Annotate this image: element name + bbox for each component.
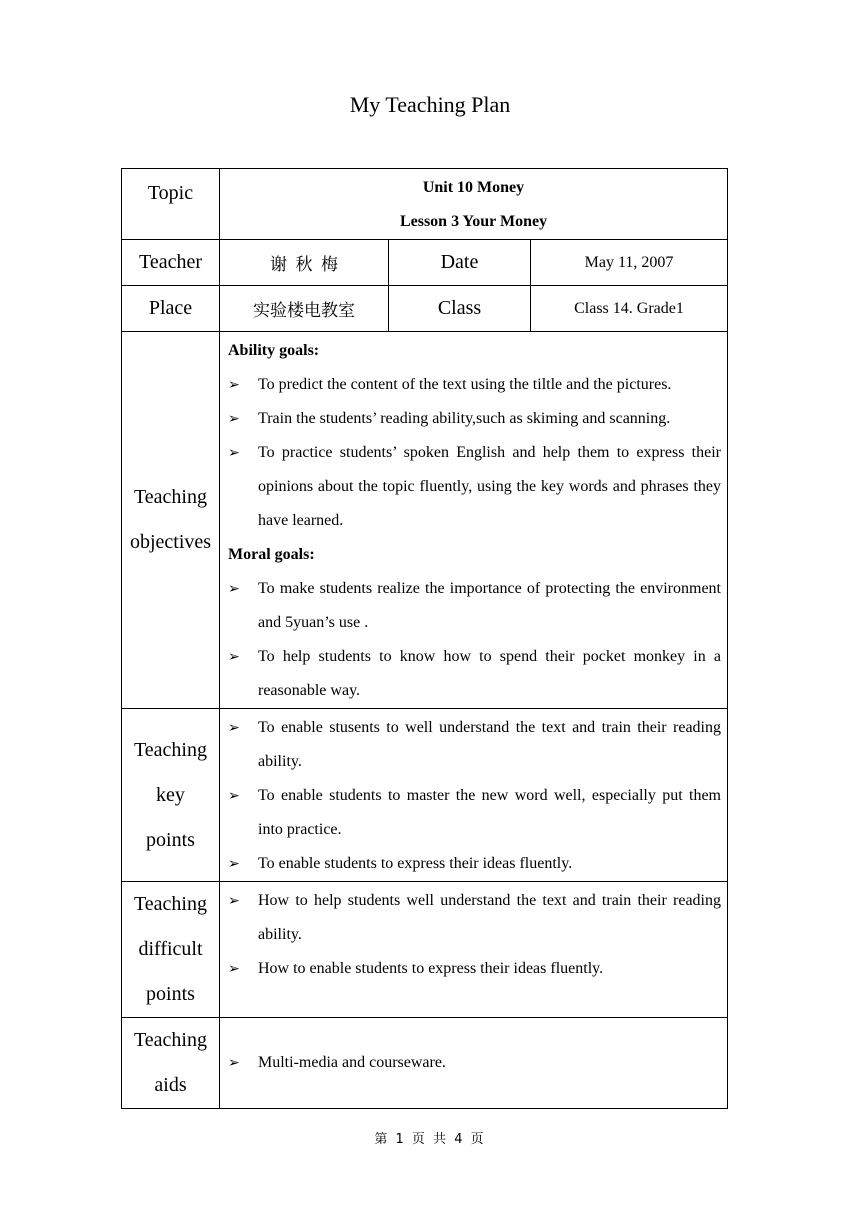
difficult-points-label-line1: Teaching bbox=[133, 893, 207, 915]
aids-label-line2: aids bbox=[154, 1074, 187, 1096]
key-points-label-cell bbox=[122, 709, 220, 882]
list-item: ➢ To enable students to express their ideas fluently. bbox=[228, 847, 721, 881]
aids-list bbox=[228, 1046, 721, 1080]
list-item: ➢ To practice students’ spoken English and help them to express their opinions about the topic fluently, using the key words and phrases they have learned. bbox=[228, 436, 721, 538]
place-value: 实验楼电教室 bbox=[220, 286, 389, 332]
arrow-bullet-icon: ➢ bbox=[228, 1055, 240, 1071]
difficult-points-label-line3: points bbox=[146, 983, 195, 1005]
place-label: Place bbox=[122, 286, 220, 332]
arrow-bullet-icon: ➢ bbox=[228, 961, 240, 977]
topic-label-cell bbox=[122, 169, 220, 240]
list-item: ➢ Train the students’ reading ability,such as skiming and scanning. bbox=[228, 402, 721, 436]
difficult-points-label-line2: difficult bbox=[138, 938, 203, 960]
arrow-bullet-icon: ➢ bbox=[228, 649, 240, 665]
moral-goals-heading: Moral goals: bbox=[228, 546, 315, 563]
date-label: Date bbox=[389, 240, 531, 286]
arrow-bullet-icon: ➢ bbox=[228, 856, 240, 872]
key-points-row bbox=[122, 709, 728, 882]
arrow-bullet-icon: ➢ bbox=[228, 411, 240, 427]
topic-value-cell bbox=[220, 169, 728, 240]
key-points-label-line1: Teaching bbox=[133, 738, 207, 761]
key-points-label-line2: key bbox=[156, 783, 185, 806]
difficult-points-list bbox=[228, 884, 721, 986]
aids-content bbox=[220, 1018, 728, 1109]
arrow-bullet-icon: ➢ bbox=[228, 788, 240, 804]
aids-label-line1: Teaching bbox=[133, 1029, 207, 1051]
moral-goals-list bbox=[228, 572, 721, 708]
aids-row bbox=[122, 1018, 728, 1109]
topic-row bbox=[122, 169, 728, 240]
list-item: ➢ Multi-media and courseware. bbox=[228, 1046, 721, 1080]
topic-lesson: Lesson 3 Your Money bbox=[399, 213, 548, 230]
list-item: ➢ How to help students well understand the text and train their reading ability. bbox=[228, 884, 721, 952]
difficult-points-content bbox=[220, 882, 728, 1018]
list-item: ➢ To predict the content of the text using the tiltle and the pictures. bbox=[228, 368, 721, 402]
list-item: ➢ To enable stusents to well understand the text and train their reading ability. bbox=[228, 711, 721, 779]
class-value: Class 14. Grade1 bbox=[531, 286, 728, 332]
key-points-content bbox=[220, 709, 728, 882]
place-class-row bbox=[122, 286, 728, 332]
key-points-list bbox=[228, 711, 721, 881]
difficult-points-row bbox=[122, 882, 728, 1018]
page-title: My Teaching Plan bbox=[349, 92, 511, 117]
arrow-bullet-icon: ➢ bbox=[228, 720, 240, 736]
arrow-bullet-icon: ➢ bbox=[228, 581, 240, 597]
list-item: ➢ To enable students to master the new word well, especially put them into practice. bbox=[228, 779, 721, 847]
class-label: Class bbox=[389, 286, 531, 332]
difficult-points-label-cell bbox=[122, 882, 220, 1018]
teaching-plan-table bbox=[121, 168, 728, 1109]
objectives-label-line2: objectives bbox=[129, 531, 212, 553]
objectives-label-line1: Teaching bbox=[133, 486, 207, 508]
arrow-bullet-icon: ➢ bbox=[228, 445, 240, 461]
objectives-row bbox=[122, 332, 728, 709]
objectives-content bbox=[220, 332, 728, 709]
list-item: ➢ To make students realize the importance of protecting the environment and 5yuan’s use . bbox=[228, 572, 721, 640]
key-points-label-line3: points bbox=[146, 828, 195, 851]
topic-label: Topic bbox=[147, 182, 194, 204]
objectives-label-cell bbox=[122, 332, 220, 709]
teacher-label: Teacher bbox=[122, 240, 220, 286]
aids-label-cell bbox=[122, 1018, 220, 1109]
date-value: May 11, 2007 bbox=[531, 240, 728, 286]
ability-goals-heading: Ability goals: bbox=[228, 342, 320, 359]
teacher-value: 谢 秋 梅 bbox=[220, 240, 389, 286]
arrow-bullet-icon: ➢ bbox=[228, 377, 240, 393]
ability-goals-list bbox=[228, 368, 721, 538]
list-item: ➢ To help students to know how to spend their pocket monkey in a reasonable way. bbox=[228, 640, 721, 708]
teacher-date-row bbox=[122, 240, 728, 286]
topic-unit: Unit 10 Money bbox=[422, 179, 525, 196]
page-footer: 第 1 页 共 4 页 bbox=[374, 1132, 486, 1147]
arrow-bullet-icon: ➢ bbox=[228, 893, 240, 909]
list-item: ➢ How to enable students to express their ideas fluently. bbox=[228, 952, 721, 986]
